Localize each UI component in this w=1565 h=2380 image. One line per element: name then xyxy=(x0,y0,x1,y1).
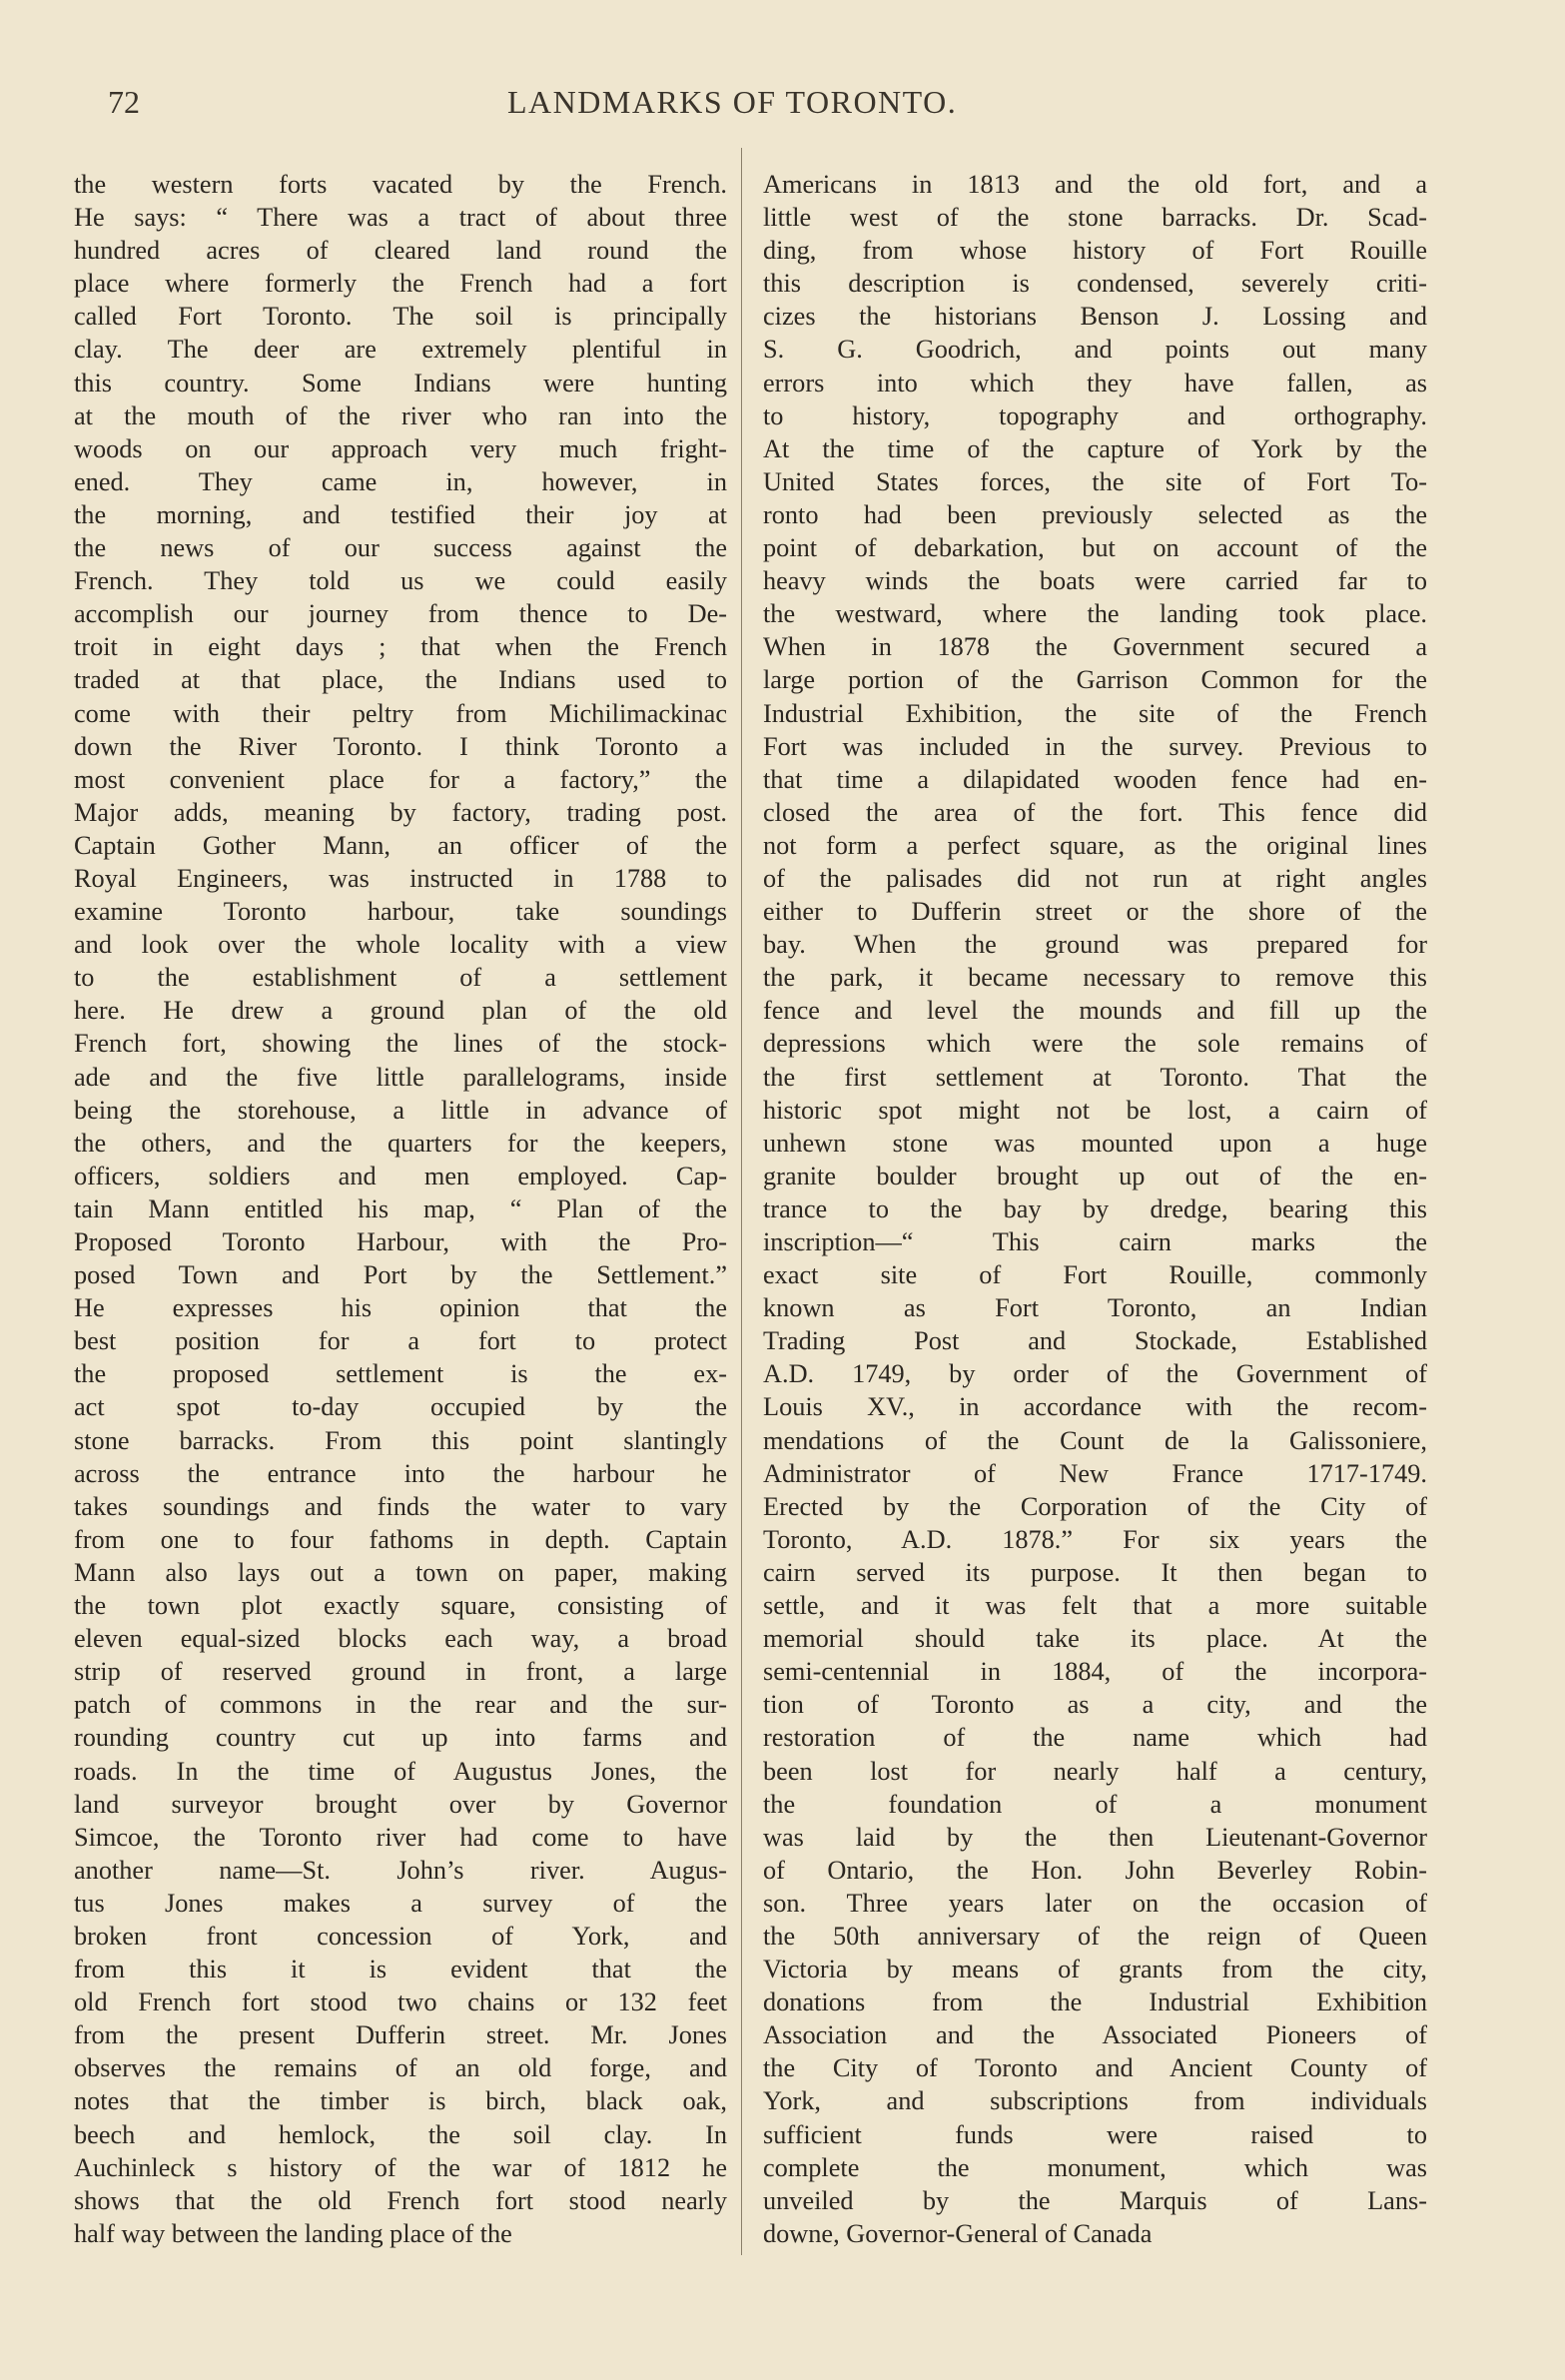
text-line: act spot to-day occupied by the xyxy=(74,1392,727,1422)
text-line: being the storehouse, a little in advance of xyxy=(74,1095,727,1125)
text-line: Toronto, A.D. 1878.” For six years the xyxy=(763,1524,1427,1554)
text-line: roads. In the time of Augustus Jones, the xyxy=(74,1756,727,1786)
text-line: Simcoe, the Toronto river had come to have xyxy=(74,1822,727,1852)
text-line: United States forces, the site of Fort To- xyxy=(763,466,1427,496)
text-line: At the time of the capture of York by the xyxy=(763,433,1427,463)
text-line: clay. The deer are extremely plentiful in xyxy=(74,335,727,365)
text-line: cizes the historians Benson J. Lossing and xyxy=(763,302,1427,332)
text-line: point of debarkation, but on account of the xyxy=(763,533,1427,563)
text-line: Victoria by means of grants from the city, xyxy=(763,1955,1427,1984)
text-line: half way between the landing place of the xyxy=(74,2218,512,2248)
text-line: observes the remains of an old forge, and xyxy=(74,2053,727,2083)
text-line: Administrator of New France 1717-1749. xyxy=(763,1458,1427,1488)
text-line: settle, and it was felt that a more suitable xyxy=(763,1591,1427,1621)
text-line: tus Jones makes a survey of the xyxy=(74,1888,727,1918)
text-line: large portion of the Garrison Common for the xyxy=(763,665,1427,695)
text-line: this description is condensed, severely criti- xyxy=(763,269,1427,299)
text-line: semi-centennial in 1884, of the incorpora- xyxy=(763,1657,1427,1687)
text-line: beech and hemlock, the soil clay. In xyxy=(74,2119,727,2149)
text-line: the others, and the quarters for the keepers, xyxy=(74,1128,727,1158)
text-line: fence and level the mounds and fill up the xyxy=(763,996,1427,1026)
text-line: the news of our success against the xyxy=(74,533,727,563)
text-line: depressions which were the sole remains of xyxy=(763,1029,1427,1059)
text-line: posed Town and Port by the Settlement.” xyxy=(74,1260,727,1290)
text-line: stone barracks. From this point slantingly xyxy=(74,1425,727,1455)
text-line: mendations of the Count de la Galissoniere, xyxy=(763,1425,1427,1455)
text-line: the City of Toronto and Ancient County of xyxy=(763,2053,1427,2083)
text-line: unveiled by the Marquis of Lans- xyxy=(763,2185,1427,2215)
text-line: the first settlement at Toronto. That the xyxy=(763,1062,1427,1092)
text-line: Auchinleck s history of the war of 1812 he xyxy=(74,2152,727,2182)
text-line: sufficient funds were raised to xyxy=(763,2119,1427,2149)
left-column xyxy=(74,168,727,2250)
text-line: Erected by the Corporation of the City of xyxy=(763,1491,1427,1521)
text-line: come with their peltry from Michilimackinac xyxy=(74,698,727,728)
text-line: here. He drew a ground plan of the old xyxy=(74,996,727,1026)
text-line: Mann also lays out a town on paper, making xyxy=(74,1557,727,1587)
text-line: the proposed settlement is the ex- xyxy=(74,1359,727,1389)
text-line: of the palisades did not run at right angles xyxy=(763,863,1427,893)
text-line: Fort was included in the survey. Previous to xyxy=(763,731,1427,761)
text-line: hundred acres of cleared land round the xyxy=(74,236,727,266)
text-line: the foundation of a monument xyxy=(763,1789,1427,1819)
text-line: been lost for nearly half a century, xyxy=(763,1756,1427,1786)
text-line: officers, soldiers and men employed. Cap- xyxy=(74,1161,727,1190)
text-line: was laid by the then Lieutenant-Governor xyxy=(763,1822,1427,1852)
text-line: He expresses his opinion that the xyxy=(74,1293,727,1323)
text-line: accomplish our journey from thence to De- xyxy=(74,599,727,629)
text-line: Americans in 1813 and the old fort, and a xyxy=(763,170,1427,199)
text-line: this country. Some Indians were hunting xyxy=(74,368,727,397)
text-line: heavy winds the boats were carried far to xyxy=(763,566,1427,596)
text-line: the western forts vacated by the French. xyxy=(74,170,727,199)
text-line: tion of Toronto as a city, and the xyxy=(763,1690,1427,1720)
text-line: patch of commons in the rear and the sur- xyxy=(74,1690,727,1720)
text-line: restoration of the name which had xyxy=(763,1723,1427,1753)
text-line: that time a dilapidated wooden fence had en- xyxy=(763,764,1427,794)
text-line: eleven equal-sized blocks each way, a broad xyxy=(74,1624,727,1654)
text-line: Major adds, meaning by factory, trading post. xyxy=(74,797,727,827)
text-line: at the mouth of the river who ran into the xyxy=(74,400,727,430)
text-line: ding, from whose history of Fort Rouille xyxy=(763,236,1427,266)
text-line: French. They told us we could easily xyxy=(74,566,727,596)
text-line: to history, topography and orthography. xyxy=(763,400,1427,430)
text-line: from the present Dufferin street. Mr. Jones xyxy=(74,2020,727,2050)
text-line: S. G. Goodrich, and points out many xyxy=(763,335,1427,365)
text-line: best position for a fort to protect xyxy=(74,1326,727,1356)
text-line: donations from the Industrial Exhibition xyxy=(763,1987,1427,2017)
text-line: across the entrance into the harbour he xyxy=(74,1458,727,1488)
text-line: from one to four fathoms in depth. Captain xyxy=(74,1524,727,1554)
text-line: Captain Gother Mann, an officer of the xyxy=(74,830,727,860)
text-line: unhewn stone was mounted upon a huge xyxy=(763,1128,1427,1158)
text-line: complete the monument, which was xyxy=(763,2152,1427,2182)
text-line: either to Dufferin street or the shore of the xyxy=(763,897,1427,927)
text-line: and look over the whole locality with a view xyxy=(74,930,727,960)
text-line: granite boulder brought up out of the en- xyxy=(763,1161,1427,1190)
text-line: old French fort stood two chains or 132 feet xyxy=(74,1987,727,2017)
text-line: trance to the bay by dredge, bearing this xyxy=(763,1193,1427,1223)
text-line: takes soundings and finds the water to vary xyxy=(74,1491,727,1521)
text-line: Industrial Exhibition, the site of the French xyxy=(763,698,1427,728)
text-line: land surveyor brought over by Governor xyxy=(74,1789,727,1819)
text-line: most convenient place for a factory,” the xyxy=(74,764,727,794)
text-line: little west of the stone barracks. Dr. Scad- xyxy=(763,203,1427,233)
text-line: woods on our approach very much fright- xyxy=(74,433,727,463)
text-line: Association and the Associated Pioneers of xyxy=(763,2020,1427,2050)
text-line: exact site of Fort Rouille, commonly xyxy=(763,1260,1427,1290)
text-line: from this it is evident that the xyxy=(74,1955,727,1984)
text-line: strip of reserved ground in front, a large xyxy=(74,1657,727,1687)
text-line: troit in eight days ; that when the French xyxy=(74,632,727,662)
column-divider xyxy=(741,148,742,2255)
text-line: bay. When the ground was prepared for xyxy=(763,930,1427,960)
page-header xyxy=(100,84,1518,134)
text-line: traded at that place, the Indians used to xyxy=(74,665,727,695)
text-line: the town plot exactly square, consisting of xyxy=(74,1591,727,1621)
text-line: Royal Engineers, was instructed in 1788 to xyxy=(74,863,727,893)
text-line: cairn served its purpose. It then began to xyxy=(763,1557,1427,1587)
text-line: the westward, where the landing took place. xyxy=(763,599,1427,629)
text-line: son. Three years later on the occasion of xyxy=(763,1888,1427,1918)
text-line: Trading Post and Stockade, Established xyxy=(763,1326,1427,1356)
text-line: of Ontario, the Hon. John Beverley Robin- xyxy=(763,1855,1427,1885)
text-line: down the River Toronto. I think Toronto a xyxy=(74,731,727,761)
text-line: the park, it became necessary to remove this xyxy=(763,963,1427,993)
text-line: York, and subscriptions from individuals xyxy=(763,2086,1427,2116)
text-line: broken front concession of York, and xyxy=(74,1921,727,1951)
text-line: not form a perfect square, as the original lines xyxy=(763,830,1427,860)
text-line: French fort, showing the lines of the stock- xyxy=(74,1029,727,1059)
text-line: errors into which they have fallen, as xyxy=(763,368,1427,397)
text-line: place where formerly the French had a fort xyxy=(74,269,727,299)
page-number: 72 xyxy=(108,84,140,120)
text-line: ade and the five little parallelograms, inside xyxy=(74,1062,727,1092)
text-line: historic spot might not be lost, a cairn of xyxy=(763,1095,1427,1125)
text-line: memorial should take its place. At the xyxy=(763,1624,1427,1654)
text-line: known as Fort Toronto, an Indian xyxy=(763,1293,1427,1323)
text-line: downe, Governor-General of Canada xyxy=(763,2218,1153,2248)
running-title: LANDMARKS OF TORONTO. xyxy=(507,84,958,120)
text-line: ened. They came in, however, in xyxy=(74,466,727,496)
text-line: notes that the timber is birch, black oak, xyxy=(74,2086,727,2116)
text-line: ronto had been previously selected as the xyxy=(763,499,1427,529)
text-line: He says: “ There was a tract of about three xyxy=(74,203,727,233)
text-line: rounding country cut up into farms and xyxy=(74,1723,727,1753)
text-line: inscription—“ This cairn marks the xyxy=(763,1227,1427,1256)
text-line: Proposed Toronto Harbour, with the Pro- xyxy=(74,1227,727,1256)
text-line: When in 1878 the Government secured a xyxy=(763,632,1427,662)
text-line: examine Toronto harbour, take soundings xyxy=(74,897,727,927)
text-line: A.D. 1749, by order of the Government of xyxy=(763,1359,1427,1389)
text-line: the 50th anniversary of the reign of Queen xyxy=(763,1921,1427,1951)
text-line: called Fort Toronto. The soil is principally xyxy=(74,302,727,332)
text-line: Louis XV., in accordance with the recom- xyxy=(763,1392,1427,1422)
text-line: the morning, and testified their joy at xyxy=(74,499,727,529)
text-line: another name—St. John’s river. Augus- xyxy=(74,1855,727,1885)
text-line: to the establishment of a settlement xyxy=(74,963,727,993)
right-column xyxy=(763,168,1427,2250)
text-line: shows that the old French fort stood nearly xyxy=(74,2185,727,2215)
text-line: tain Mann entitled his map, “ Plan of the xyxy=(74,1193,727,1223)
text-line: closed the area of the fort. This fence did xyxy=(763,797,1427,827)
